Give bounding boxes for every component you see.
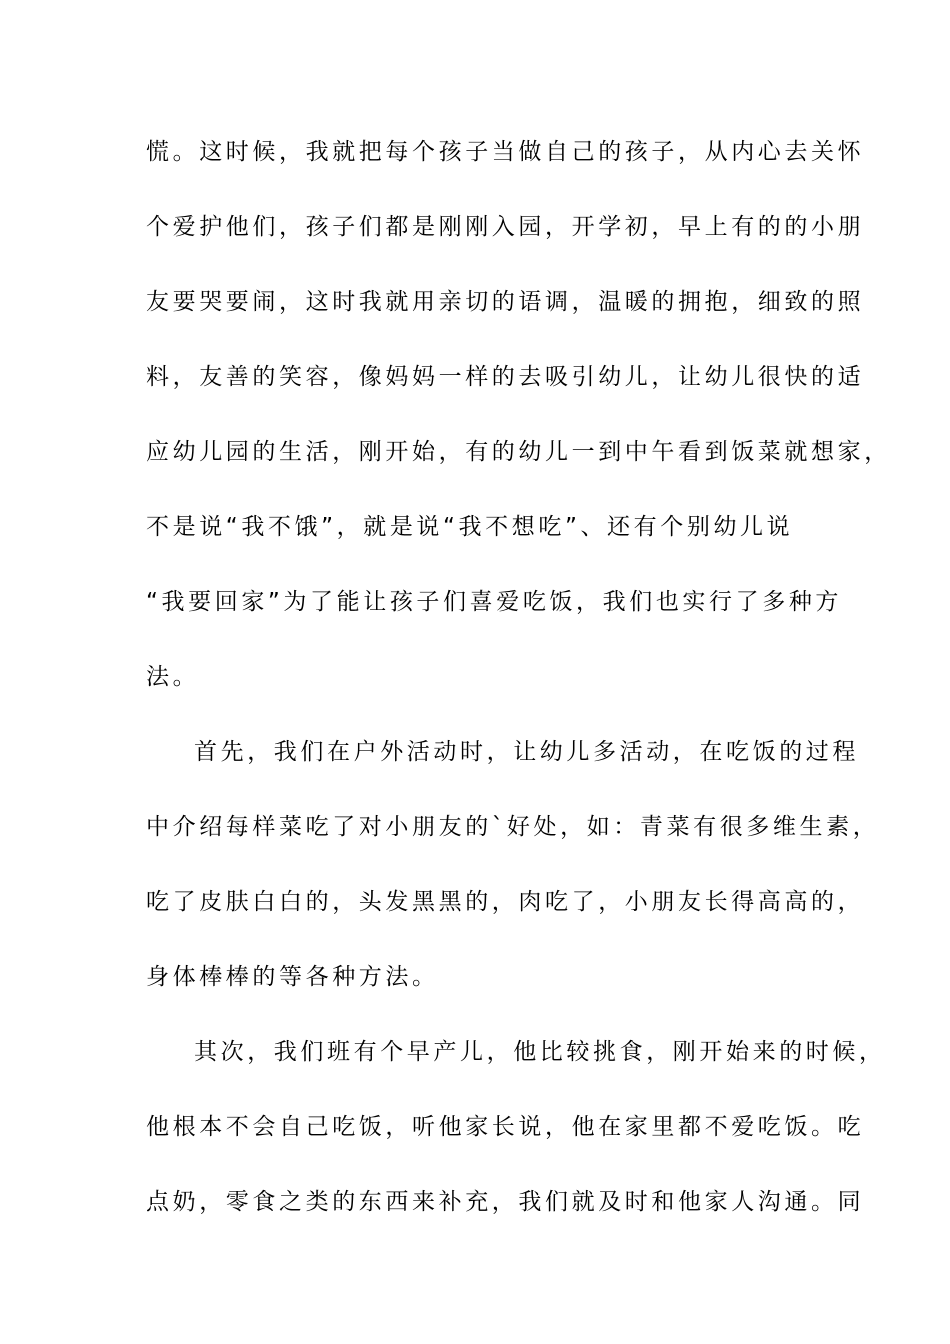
text-line: 不是说“我不饿”，就是说“我不想吃”、还有个别幼儿说 [146, 514, 794, 540]
text-line: 身体棒棒的等各种方法。 [146, 964, 439, 990]
text-line: 个爱护他们，孩子们都是刚刚入园，开学初，早上有的的小朋 [146, 214, 865, 240]
text-line: 慌。这时候，我就把每个孩子当做自己的孩子，从内心去关怀 [146, 139, 865, 165]
text-line: 中介绍每样菜吃了对小朋友的`好处，如：青菜有很多维生素， [146, 814, 880, 840]
text-line: 应幼儿园的生活，刚开始，有的幼儿一到中午看到饭菜就想家， [146, 439, 891, 465]
text-line: 友要哭要闹，这时我就用亲切的语调，温暖的拥抱，细致的照 [146, 289, 865, 315]
text-line: “我要回家”为了能让孩子们喜爱吃饭，我们也实行了多种方 [146, 589, 843, 615]
text-line: 点奶，零食之类的东西来补充，我们就及时和他家人沟通。同 [146, 1189, 865, 1215]
paragraph-first-line: 其次，我们班有个早产儿，他比较挑食，刚开始来的时候， [194, 1039, 886, 1065]
paragraph-first-line: 首先，我们在户外活动时，让幼儿多活动，在吃饭的过程 [194, 739, 859, 765]
text-line: 他根本不会自己吃饭，听他家长说，他在家里都不爱吃饭。吃 [146, 1114, 865, 1140]
text-line: 法。 [146, 664, 200, 690]
text-line: 料，友善的笑容，像妈妈一样的去吸引幼儿，让幼儿很快的适 [146, 364, 865, 390]
text-line: 吃了皮肤白白的，头发黑黑的，肉吃了，小朋友长得高高的， [146, 889, 865, 915]
